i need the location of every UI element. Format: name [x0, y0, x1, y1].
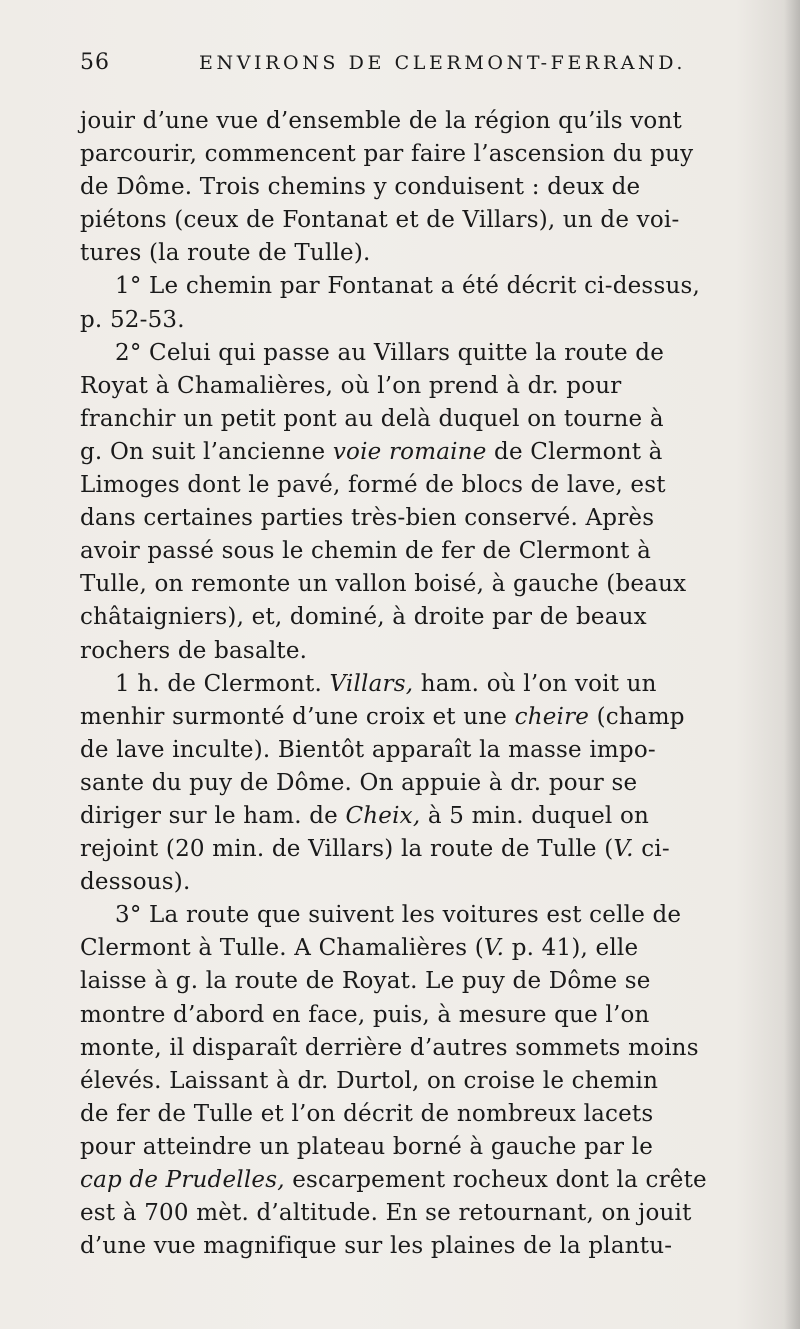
page-header	[80, 40, 720, 90]
text-line: tures (la route de Tulle).	[80, 240, 371, 267]
text-line: jouir d’une vue d’ensemble de la région qu’ils vont	[80, 108, 682, 134]
text-line: piétons (ceux de Fontanat et de Villars), un de voi-	[80, 207, 680, 234]
text-line: diriger sur le ham. de Cheix, à 5 min. duquel on	[80, 802, 650, 829]
text-line: de fer de Tulle et l’on décrit de nombreux lacets	[80, 1100, 654, 1127]
text-line: franchir un petit pont au delà duquel on tourne à	[80, 405, 664, 432]
running-title: ENVIRONS DE CLERMONT-FERRAND.	[199, 52, 687, 74]
text-line: parcourir, commencent par faire l’ascension du puy	[80, 141, 694, 168]
text-line: rochers de basalte.	[80, 637, 308, 664]
body-text	[80, 105, 780, 1263]
text-line: g. On suit l’ancienne voie romaine de Clermont à	[80, 438, 663, 465]
text-line: 1 h. de Clermont. Villars, ham. où l’on voit un	[115, 670, 657, 697]
text-line: sante du puy de Dôme. On appuie à dr. pour se	[80, 769, 638, 796]
page-number: 56	[80, 50, 110, 75]
text-line: châtaigniers), et, dominé, à droite par de beaux	[80, 604, 647, 631]
text-line: 2° Celui qui passe au Villars quitte la route de	[115, 339, 665, 366]
text-line: avoir passé sous le chemin de fer de Clermont à	[80, 538, 652, 565]
text-line: 1° Le chemin par Fontanat a été décrit ci-dessus,	[115, 273, 700, 300]
text-line: Royat à Chamalières, où l’on prend à dr. pour	[80, 372, 622, 399]
text-line: dans certaines parties très-bien conservé. Après	[80, 505, 655, 532]
text-line: dessous).	[80, 869, 191, 896]
text-line: rejoint (20 min. de Villars) la route de Tulle (V. ci-	[80, 836, 670, 863]
text-line: menhir surmonté d’une croix et une cheire (champ	[80, 703, 685, 730]
text-line: monte, il disparaît derrière d’autres sommets moins	[80, 1034, 699, 1061]
text-line: cap de Prudelles, escarpement rocheux dont la crête	[80, 1167, 707, 1193]
text-line: Tulle, on remonte un vallon boisé, à gauche (beaux	[80, 571, 687, 598]
text-line: est à 700 mèt. d’altitude. En se retournant, on jouit	[80, 1200, 692, 1227]
text-line: d’une vue magnifique sur les plaines de la plantu-	[80, 1233, 673, 1260]
text-line: de lave inculte). Bientôt apparaît la masse impo-	[80, 736, 656, 763]
text-line: p. 52-53.	[80, 306, 185, 333]
text-line: élevés. Laissant à dr. Durtol, on croise le chemin	[80, 1067, 659, 1094]
text-line: 3° La route que suivent les voitures est celle de	[115, 902, 682, 929]
text-line: de Dôme. Trois chemins y conduisent : deux de	[80, 174, 641, 201]
text-line: montre d’abord en face, puis, à mesure que l’on	[80, 1001, 650, 1028]
text-line: Clermont à Tulle. A Chamalières (V. p. 41), elle	[80, 935, 639, 962]
text-line: laisse à g. la route de Royat. Le puy de Dôme se	[80, 968, 651, 995]
text-line: Limoges dont le pavé, formé de blocs de lave, est	[80, 472, 666, 499]
page-edge-shadow	[784, 0, 800, 1329]
text-line: pour atteindre un plateau borné à gauche par le	[80, 1133, 654, 1160]
